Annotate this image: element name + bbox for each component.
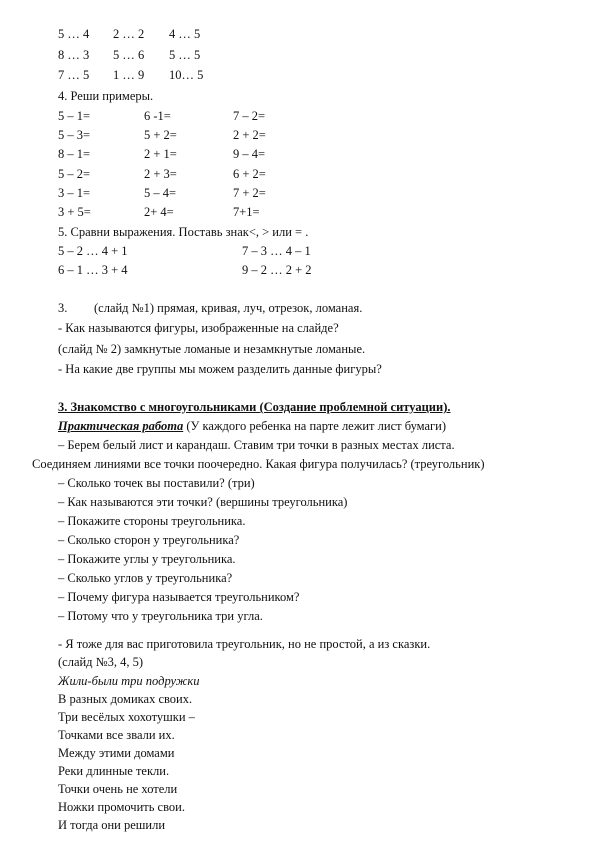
example-item: 5 – 4= (144, 186, 177, 200)
text-line: Соединяем линиями все точки поочередно. Какая фигура получилась? (треугольник) (32, 457, 485, 471)
section-heading: 3. Знакомство с многоугольниками (Создание проблемной ситуации). (58, 400, 451, 414)
compare-item: 1 … 9 (113, 68, 145, 82)
practical-note: (У каждого ребенка на парте лежит лист бумаги) (183, 419, 447, 433)
practical-line (58, 418, 446, 434)
example-item: 7 – 2= (233, 109, 266, 123)
example-item: 5 + 2= (144, 128, 177, 142)
compare-item: 5 … 6 (113, 48, 145, 62)
example-item: 6 -1= (144, 109, 171, 123)
example-item: 2 + 2= (233, 128, 266, 142)
compare-item: 8 … 3 (58, 48, 90, 62)
section-number: 3. (58, 301, 68, 315)
poem-line: В разных домиках своих. (58, 692, 193, 706)
example-item: 5 – 2= (58, 167, 91, 181)
example-item: 7+1= (233, 205, 260, 219)
poem-line: Жили-были три подружки (58, 674, 200, 688)
compare-item: 10… 5 (169, 68, 204, 82)
practical-label: Практическая работа (58, 419, 184, 433)
text-line: – Покажите углы у треугольника. (58, 552, 236, 566)
text-line: – Потому что у треугольника три угла. (58, 609, 263, 623)
expression: 6 – 1 … 3 + 4 (58, 263, 128, 277)
text-line: – Почему фигура называется треугольником? (58, 590, 300, 604)
text-line: – Сколько углов у треугольника? (58, 571, 233, 585)
poem-line: Между этими домами (58, 746, 175, 760)
poem-line: Точками все звали их. (58, 728, 175, 742)
compare-item: 5 … 4 (58, 27, 90, 41)
task4-title: 4. Реши примеры. (58, 89, 154, 103)
expression: 5 – 2 … 4 + 1 (58, 244, 128, 258)
example-item: 5 – 1= (58, 109, 91, 123)
compare-item: 2 … 2 (113, 27, 145, 41)
poem-line: И тогда они решили (58, 818, 166, 832)
example-item: 2+ 4= (144, 205, 174, 219)
example-item: 8 – 1= (58, 147, 91, 161)
question-line: - На какие две группы мы можем разделить данные фигуры? (58, 362, 382, 376)
compare-item: 5 … 5 (169, 48, 201, 62)
text-line: – Сколько точек вы поставили? (три) (58, 476, 255, 490)
compare-item: 7 … 5 (58, 68, 90, 82)
text-line: – Берем белый лист и карандаш. Ставим три точки в разных местах листа. (58, 438, 455, 452)
example-item: 6 + 2= (233, 167, 266, 181)
slide-2-line: (слайд № 2) замкнутые ломаные и незамкнутые ломаные. (58, 342, 366, 356)
example-item: 9 – 4= (233, 147, 266, 161)
example-item: 3 – 1= (58, 186, 91, 200)
question-line: - Как называются фигуры, изображенные на слайде? (58, 321, 339, 335)
poem-line: Реки длинные текли. (58, 764, 170, 778)
text-line: – Сколько сторон у треугольника? (58, 533, 240, 547)
text-line: - Я тоже для вас приготовила треугольник, но не простой, а из сказки. (58, 637, 431, 651)
text-line: – Как называются эти точки? (вершины треугольника) (58, 495, 348, 509)
compare-item: 4 … 5 (169, 27, 201, 41)
example-item: 2 + 3= (144, 167, 177, 181)
expression: 7 – 3 … 4 – 1 (242, 244, 311, 258)
example-item: 7 + 2= (233, 186, 266, 200)
text-line: – Покажите стороны треугольника. (58, 514, 246, 528)
example-item: 3 + 5= (58, 205, 91, 219)
poem-line: Ножки промочить свои. (58, 800, 185, 814)
example-item: 5 – 3= (58, 128, 91, 142)
task5-title: 5. Сравни выражения. Поставь знак<, > или = . (58, 225, 309, 239)
expression: 9 – 2 … 2 + 2 (242, 263, 312, 277)
slide-1-line: (слайд №1) прямая, кривая, луч, отрезок, ломаная. (94, 301, 363, 315)
poem-line: Три весёлых хохотушки – (58, 710, 195, 724)
poem-line: Точки очень не хотели (58, 782, 178, 796)
slide-line: (слайд №3, 4, 5) (58, 655, 144, 669)
example-item: 2 + 1= (144, 147, 177, 161)
